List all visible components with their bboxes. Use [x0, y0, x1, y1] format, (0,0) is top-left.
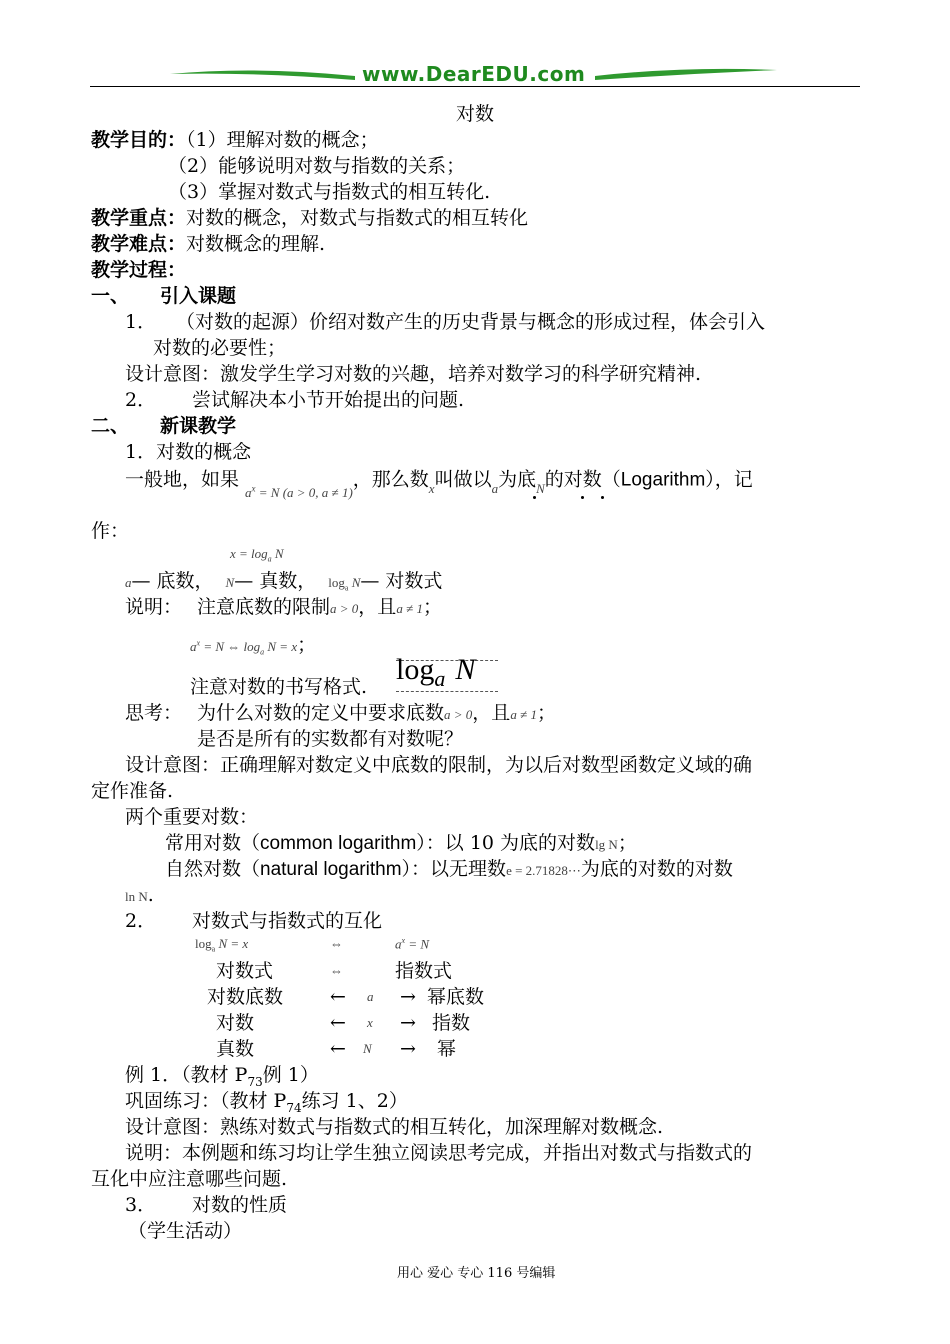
- conv-row4-arrow-right: →: [400, 1038, 416, 1060]
- definition-text-a: 一般地，如果: [125, 468, 240, 491]
- conv-row4-right: 幂: [437, 1038, 457, 1060]
- conv-row4-mid: N: [363, 1041, 372, 1056]
- item-2-text: 尝试解决本小节开始提出的问题.: [192, 389, 465, 411]
- conv-row2-arrow-left: ←: [330, 986, 346, 1008]
- site-logo-text: www.DearEDU.com: [362, 62, 586, 86]
- practice-line: 巩固练习：（教材 $P_{74}$练习 1、2）: [125, 1090, 408, 1115]
- section-1-title: 引入课题: [160, 285, 237, 307]
- student-activity: （学生活动）: [128, 1220, 243, 1242]
- item-2-number: 2．: [125, 389, 157, 411]
- conv-row3-arrow-left: ←: [330, 1012, 346, 1034]
- definition-var-N: N: [536, 481, 545, 497]
- log-format-example: $\log_a N$: [396, 653, 476, 691]
- key-point-text: 对数的概念，对数式与指数式的相互转化: [186, 207, 529, 229]
- conv-row0-left: $\log_a N = x$: [195, 936, 249, 954]
- parts-log-expr: $\log_a N$: [328, 575, 361, 593]
- definition-line: [125, 464, 753, 501]
- conv-row1-arrow: ⇔: [330, 963, 343, 978]
- key-point-label: 教学重点：: [91, 207, 187, 229]
- conv-row2-arrow-right: →: [400, 986, 416, 1008]
- goal-3: （3）掌握对数式与指数式的相互转化.: [168, 181, 491, 203]
- definition-text-f: ），记: [705, 468, 753, 491]
- item-1-number: 1．: [125, 311, 157, 333]
- page-title: 对数: [456, 103, 495, 125]
- parts-var-a: a: [125, 575, 132, 590]
- parts-antilog-label: — 真数，: [234, 570, 317, 592]
- difficulty-line: [91, 231, 325, 257]
- section-2-title: 新课教学: [160, 415, 237, 437]
- design-intent-1: 设计意图：激发学生学习对数的兴趣，培养对数学习的科学研究精神.: [125, 363, 702, 385]
- definition-var-x: x: [428, 481, 435, 497]
- definition-text-b: ，那么数: [352, 468, 429, 491]
- emphasis-dot: [601, 496, 604, 499]
- item-1-continuation: 对数的必要性；: [153, 337, 287, 359]
- conv-row2-left: 对数底数: [207, 986, 284, 1008]
- note-1-line: 注意底数的限制a > 0，且a ≠ 1；: [197, 596, 442, 618]
- definition-logarithm-en: Logarithm: [620, 469, 706, 491]
- conv-row0-arrow: ⇔: [330, 936, 343, 951]
- subsection-3-title: 对数的性质: [192, 1194, 288, 1216]
- conv-row4-left: 真数: [216, 1038, 255, 1060]
- conv-row2-right: 幂底数: [427, 986, 485, 1008]
- definition-formula: ax = N (a > 0, a ≠ 1): [245, 484, 353, 501]
- section-1-number: 一、: [91, 285, 130, 307]
- two-logs-heading: 两个重要对数：: [125, 806, 259, 828]
- conv-row3-arrow-right: →: [400, 1012, 416, 1034]
- think-1-line: 为什么对数的定义中要求底数a > 0，且a ≠ 1；: [197, 702, 556, 724]
- conv-row1-left: 对数式: [216, 960, 274, 982]
- emphasis-dot: [533, 496, 536, 499]
- think-label: 思考：: [125, 702, 183, 724]
- section-2-number: 二、: [91, 415, 130, 437]
- difficulty-text: 对数概念的理解.: [186, 233, 326, 255]
- goals-line: [91, 127, 379, 153]
- note-3-cont: 互化中应注意哪些问题.: [91, 1168, 288, 1190]
- goals-label: 教学目的：: [91, 129, 187, 151]
- header-rule: [90, 86, 860, 87]
- design-intent-2: 设计意图：正确理解对数定义中底数的限制，为以后对数型函数定义域的确: [125, 754, 753, 776]
- parts-log-label: — 对数式: [360, 570, 443, 592]
- key-point-line: [91, 205, 528, 231]
- note-2-text: 注意对数的书写格式.: [190, 676, 368, 698]
- definition-text-g: 作：: [91, 520, 130, 542]
- difficulty-label: 教学难点：: [91, 233, 187, 255]
- definition-text-c: 叫做以: [434, 468, 492, 491]
- conv-row4-arrow-left: ←: [330, 1038, 346, 1060]
- parts-base-label: — 底数，: [131, 570, 214, 592]
- note-label: 说明：: [125, 596, 183, 618]
- emphasis-dot: [581, 496, 584, 499]
- think-2-line: 是否是所有的实数都有对数呢？: [197, 728, 464, 750]
- example-1: 例 1．（教材 $P_{73}$例 1）: [125, 1064, 319, 1089]
- design-intent-2-cont: 定作准备.: [91, 780, 174, 802]
- process-label: 教学过程：: [91, 259, 187, 281]
- definition-text-e: 的对数（: [544, 468, 621, 491]
- subsection-2-number: 2．: [125, 910, 157, 932]
- equivalence-formula: $a^x = N$ ⇔ $\log_a N = x$；: [190, 634, 317, 657]
- natural-log-cont: ln N.: [125, 884, 154, 906]
- subsection-3-number: 3．: [125, 1194, 157, 1216]
- common-log-line: 常用对数（common logarithm）：以 10 为底的对数lg N；: [165, 832, 637, 854]
- parts-var-N: N: [225, 575, 235, 590]
- design-intent-3: 设计意图：熟练对数式与指数式的相互转化，加深理解对数概念.: [125, 1116, 664, 1138]
- conv-row0-right: $a^x = N$: [395, 936, 430, 952]
- conv-row3-mid: x: [367, 1015, 373, 1030]
- conv-row1-right: 指数式: [395, 960, 453, 982]
- definition-text-d: 为底: [498, 468, 537, 491]
- subsection-2-title: 对数式与指数式的互化: [192, 910, 383, 932]
- goal-1: （1）理解对数的概念；: [186, 129, 379, 151]
- conv-row3-right: 指数: [432, 1012, 471, 1034]
- goal-2: （2）能够说明对数与指数的关系；: [168, 155, 466, 177]
- definition-var-a: a: [491, 481, 499, 497]
- subsection-1-title: 1．对数的概念: [125, 441, 252, 463]
- conv-row2-mid: a: [367, 989, 374, 1004]
- item-1-text: （对数的起源）价绍对数产生的历史背景与概念的形成过程，体会引入: [176, 311, 766, 333]
- formula-log-definition: $x = \log_a N$: [230, 546, 284, 564]
- footer-text: 用心 爱心 专心 116 号编辑: [397, 1266, 556, 1281]
- conv-row3-left: 对数: [216, 1012, 255, 1034]
- natural-log-line: 自然对数（natural logarithm）：以无理数e = 2.71828⋯为底的对数的对数: [165, 858, 733, 880]
- note-3-line: 说明：本例题和练习均让学生独立阅读思考完成，并指出对数式与指数式的: [125, 1142, 753, 1164]
